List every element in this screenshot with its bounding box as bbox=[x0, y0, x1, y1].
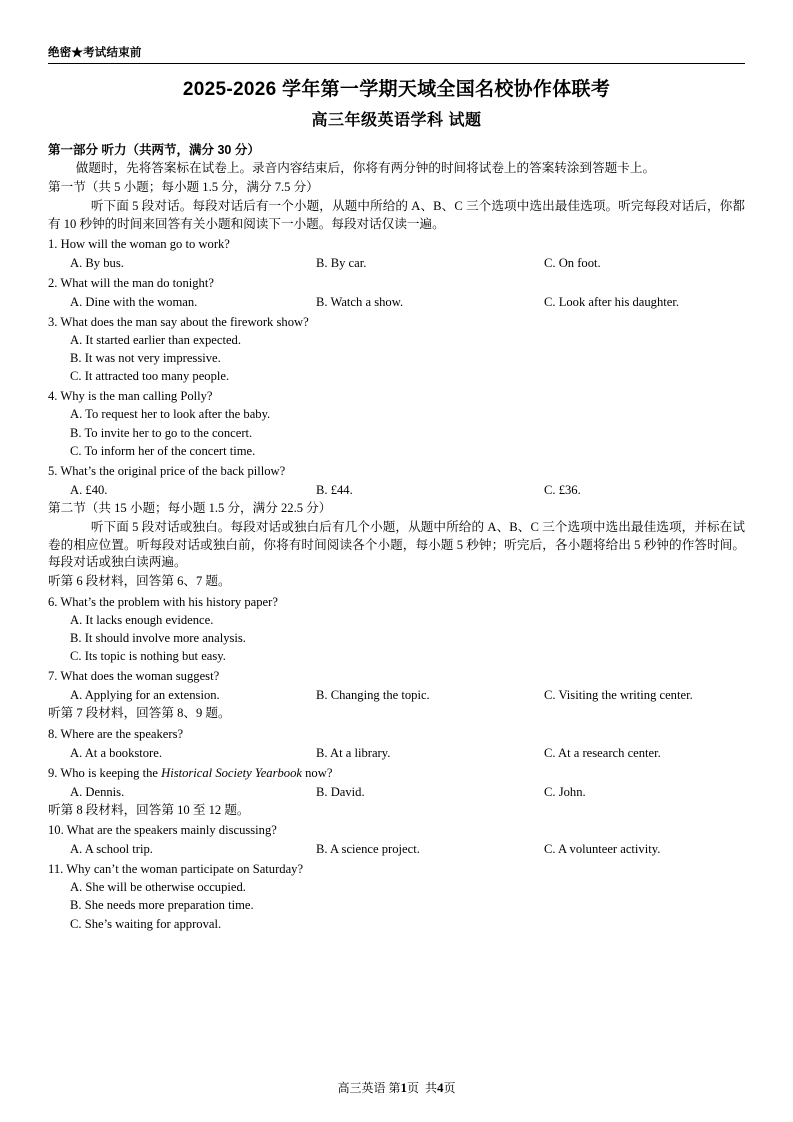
option-c[interactable]: C. Visiting the writing center. bbox=[544, 688, 693, 703]
question-text-post: now? bbox=[305, 765, 333, 780]
footer-page-word: 第 bbox=[388, 1081, 401, 1095]
question-stem bbox=[48, 313, 745, 331]
section-one-heading: 第一节（共 5 小题；每小题 1.5 分，满分 7.5 分） bbox=[48, 179, 319, 194]
option-row bbox=[48, 783, 745, 801]
page-footer bbox=[0, 1079, 793, 1096]
option-a[interactable]: A. Dennis. bbox=[70, 784, 125, 799]
question-number: 10. bbox=[48, 823, 64, 838]
question-stem bbox=[48, 821, 745, 839]
option-a[interactable]: A. Dine with the woman. bbox=[70, 295, 198, 309]
question-text: Why is the man calling Polly? bbox=[60, 389, 213, 403]
question-stem bbox=[48, 860, 745, 878]
question-text: Why can’t the woman participate on Saturday? bbox=[66, 861, 304, 876]
option-row bbox=[48, 686, 745, 704]
secret-mark: 绝密★考试结束前 bbox=[48, 47, 142, 59]
question-number: 6. bbox=[48, 594, 58, 609]
part-one-heading: 第一部分 听力（共两节，满分 30 分） bbox=[48, 143, 260, 157]
question-stem bbox=[48, 725, 745, 743]
option-a[interactable]: A. By bus. bbox=[70, 256, 124, 271]
question-number: 2. bbox=[48, 275, 58, 290]
question-stem bbox=[48, 667, 745, 685]
question-stem bbox=[48, 462, 745, 480]
option-row bbox=[48, 254, 745, 272]
option-a[interactable]: A. Applying for an extension. bbox=[70, 688, 220, 703]
option-row bbox=[48, 840, 745, 858]
option-b[interactable]: B. Watch a show. bbox=[316, 295, 404, 309]
question-number: 11. bbox=[48, 861, 64, 876]
material-note-6: 听第 6 段材料，回答第 6、7 题。 bbox=[48, 574, 231, 589]
question-text-pre: Who is keeping the bbox=[60, 765, 158, 780]
question-text: What does the man say about the firework show? bbox=[60, 314, 309, 329]
option-a[interactable]: A. At a bookstore. bbox=[70, 746, 162, 760]
option-b[interactable]: B. She needs more preparation time. bbox=[70, 898, 254, 913]
option-a[interactable]: A. A school trip. bbox=[70, 842, 153, 857]
option-row bbox=[48, 293, 745, 311]
question-text: What are the speakers mainly discussing? bbox=[66, 823, 277, 838]
question-number: 9. bbox=[48, 765, 58, 780]
footer-total-unit: 页 bbox=[443, 1081, 456, 1095]
option-b[interactable]: B. It should involve more analysis. bbox=[70, 631, 246, 646]
option-c[interactable]: C. Its topic is nothing but easy. bbox=[70, 649, 226, 664]
question-text: What will the man do tonight? bbox=[60, 275, 214, 290]
question-text: What’s the original price of the back pillow? bbox=[60, 463, 286, 478]
material-note-7: 听第 7 段材料，回答第 8、9 题。 bbox=[48, 706, 231, 721]
footer-total-word: 共 bbox=[425, 1081, 438, 1095]
question-number: 8. bbox=[48, 726, 58, 741]
question-stem bbox=[48, 593, 745, 611]
option-c[interactable]: C. She’s waiting for approval. bbox=[70, 916, 222, 931]
option-c[interactable]: C. £36. bbox=[544, 482, 581, 497]
page-title: 2025-2026 学年第一学期天域全国名校协作体联考 bbox=[182, 79, 611, 100]
question-text: Where are the speakers? bbox=[60, 726, 184, 741]
question-stem bbox=[48, 274, 745, 292]
page-subtitle: 高三年级英语学科 试题 bbox=[311, 112, 482, 129]
option-c[interactable]: C. At a research center. bbox=[544, 746, 661, 760]
option-b[interactable]: B. A science project. bbox=[316, 842, 420, 857]
option-b[interactable]: B. Changing the topic. bbox=[316, 688, 430, 703]
part-one-instruction: 做题时，先将答案标在试卷上。录音内容结束后，你将有两分钟的时间将试卷上的答案转涂到答题卡上。 bbox=[75, 161, 656, 175]
footer-label: 高三英语 bbox=[337, 1081, 386, 1095]
question-stem bbox=[48, 235, 745, 253]
option-a[interactable]: A. £40. bbox=[70, 482, 108, 497]
option-c[interactable]: C. To inform her of the concert time. bbox=[70, 443, 256, 458]
question-text: What’s the problem with his history paper? bbox=[60, 594, 278, 609]
option-b[interactable]: B. By car. bbox=[316, 256, 367, 271]
question-number: 5. bbox=[48, 463, 58, 478]
option-c[interactable]: C. On foot. bbox=[544, 256, 601, 271]
option-c[interactable]: C. John. bbox=[544, 784, 586, 799]
footer-total-number: 4 bbox=[437, 1080, 444, 1095]
question-number: 1. bbox=[48, 237, 58, 251]
option-a[interactable]: A. She will be otherwise occupied. bbox=[70, 880, 246, 895]
question-number: 3. bbox=[48, 314, 58, 329]
section-two-directions: 听下面 5 段对话或独白。每段对话或独白后有几个小题，从题中所给的 A、B、C 三个选项中选出最佳选项，并标在试卷的相应位置。听每段对话或独白前，你将有时间阅读各个小题，每小题 5 秒钟；听完后，各小题将给出 5 秒钟的作答时间。每段对话或独白读两遍。 bbox=[48, 519, 745, 570]
question-stem bbox=[48, 387, 745, 405]
footer-page-number: 1 bbox=[400, 1080, 407, 1095]
option-row bbox=[48, 744, 745, 762]
option-b[interactable]: B. To invite her to go to the concert. bbox=[70, 425, 253, 440]
question-number: 4. bbox=[48, 389, 58, 403]
section-one-directions: 听下面 5 段对话。每段对话后有一个小题，从题中所给的 A、B、C 三个选项中选出最佳选项。听完每段对话后，你都有 10 秒钟的时间来回答有关小题和阅读下一小题。每段对话仅读一遍。 bbox=[48, 198, 745, 231]
option-a[interactable]: A. It lacks enough evidence. bbox=[70, 612, 214, 627]
option-b[interactable]: B. It was not very impressive. bbox=[70, 351, 221, 365]
question-stem bbox=[48, 764, 745, 782]
question-text: How will the woman go to work? bbox=[60, 237, 230, 251]
section-two-heading: 第二节（共 15 小题；每小题 1.5 分，满分 22.5 分） bbox=[48, 500, 332, 515]
option-c[interactable]: C. Look after his daughter. bbox=[544, 295, 680, 309]
option-a[interactable]: A. It started earlier than expected. bbox=[70, 332, 241, 347]
option-a[interactable]: A. To request her to look after the baby. bbox=[70, 407, 271, 422]
option-c[interactable]: C. It attracted too many people. bbox=[70, 369, 230, 384]
option-row bbox=[48, 481, 745, 499]
option-c[interactable]: C. A volunteer activity. bbox=[544, 842, 661, 857]
footer-page-unit: 页 bbox=[406, 1081, 419, 1095]
option-b[interactable]: B. At a library. bbox=[316, 746, 391, 760]
question-text: What does the woman suggest? bbox=[60, 669, 220, 684]
question-number: 7. bbox=[48, 669, 58, 684]
material-note-8: 听第 8 段材料，回答第 10 至 12 题。 bbox=[48, 802, 250, 817]
option-b[interactable]: B. £44. bbox=[316, 482, 353, 497]
book-title: Historical Society Yearbook bbox=[161, 765, 302, 780]
header-divider bbox=[48, 63, 745, 64]
option-b[interactable]: B. David. bbox=[316, 784, 365, 799]
